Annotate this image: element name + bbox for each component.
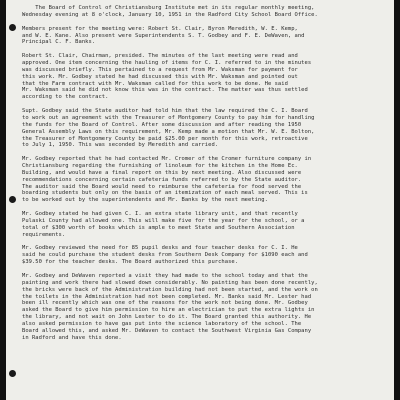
text-line: was discussed briefly. This pertained to a request from Mr. Waksman for payment for (22, 66, 298, 73)
paragraph (22, 273, 386, 341)
text-line: Building, and would have a final report on this by next meeting. Also discussed were (22, 169, 302, 176)
text-line: The Board of Control of Christiansburg Institute met in its regular monthly meeting, (22, 5, 315, 11)
text-line: painting and work there had slowed down considerably. No painting has been done recently, (22, 279, 318, 286)
text-line: asked the Board to give him permission to hire an electrician to put the extra lights in (22, 307, 315, 314)
paragraph (22, 5, 386, 19)
text-line: $39.50 for the teacher desks. The Board authorized this purchase. (22, 259, 239, 266)
paragraph (22, 245, 386, 266)
text-line: Christiansburg regarding the furnishing of linoleum for the kitchen in the Home Ec. (22, 163, 298, 170)
text-line: Members present for the meeting were: Robert St. Clair, Byron Meredith, W. E. Kemp, (22, 25, 298, 32)
binder-hole (9, 24, 16, 31)
text-line: recommendations concerning certain cafeteria funds referred to by the State auditor. (22, 176, 302, 183)
paragraph (22, 156, 386, 204)
text-line: the funds for the Board of Control. After some discussion and after reading the 1950 (22, 121, 302, 128)
text-line: Mr. Waksman said he did not know this was in the contract. The matter was thus settled (22, 87, 308, 94)
text-line: boarding students but only on the basis of an itemization of each meal served. This is (22, 190, 308, 197)
text-line: in Radford and have this done. (22, 334, 122, 341)
text-line: Mr. Godbey stated he had given C. I. an extra state library unit, and that recently (22, 211, 298, 218)
text-line: this work. Mr. Godbey stated he had discussed this with Mr. Waksman and pointed out (22, 73, 298, 80)
paragraph (22, 211, 386, 238)
text-line: also asked permission to have gas put into the science laboratory of the school. The (22, 320, 302, 327)
paragraph (22, 108, 386, 149)
text-line: the Treasurer of Montgomery County be paid $25.00 per month for this work, retroactive (22, 135, 308, 142)
text-line: Wednesday evening at 8 o'clock, January 10, 1951 in the Radford City School Board Office. (22, 11, 318, 18)
text-line: the bricks were back of the Administration building had not been started, and the work on (22, 286, 318, 293)
text-line: said he could purchase the student desks from Southern Desk Company for $1090 each and (22, 252, 308, 259)
text-line: Mr. Godbey reviewed the need for 85 pupil desks and four teacher desks for C. I. He (22, 245, 298, 252)
text-line: Mr. Godbey and DeWaven reported a visit they had made to the school today and that the (22, 273, 308, 279)
paragraph (22, 53, 386, 101)
text-line: Supt. Godbey said the State auditor had told him that the law required the C. I. Board (22, 108, 308, 115)
text-line: and W. E. Kane. Also present were Superintendents S. T. Godbey and F. E. DeWaven, and (22, 32, 305, 39)
paragraph (22, 26, 386, 47)
text-line: total of $300 worth of books which is ample to meet State and Southern Association (22, 224, 295, 231)
text-line: General Assembly Laws on this requirement, Mr. Kemp made a motion that Mr. W. E. Bolton, (22, 128, 315, 135)
text-line: Mr. Godbey reported that he had contacted Mr. Cromer of the Cromer furniture company in (22, 156, 312, 163)
text-line: requirements. (22, 231, 66, 238)
text-line: Board allowed this, and asked Mr. DeWaven to contact the Southwest Virginia Gas Company (22, 327, 312, 334)
text-line: been ill recently which was one of the reasons for the work not being done. Mr. Godbey (22, 300, 308, 307)
text-line: according to the contract. (22, 94, 109, 101)
document-page (6, 0, 394, 400)
text-line: the library, and not wait on John Lester to do it. The Board granted this authority. He (22, 314, 312, 321)
text-line: that the Farm contract with Mr. Waksman called for this work to be done. He said (22, 80, 288, 87)
binder-hole (9, 196, 16, 203)
document-body (22, 5, 386, 341)
text-line: the toilets in the Administration had not been completed. Mr. Banks said Mr. Lester had (22, 293, 312, 300)
text-line: to be worked out by the superintendents and Mr. Banks by the next meeting. (22, 197, 268, 204)
text-line: to July 1, 1950. This was seconded by Meredith and carried. (22, 142, 219, 149)
text-line: Principal C. F. Banks. (22, 39, 96, 46)
text-line: Pulaski County had allowed one. This will make five for the year for the school, or a (22, 217, 305, 224)
text-line: Robert St. Clair, Chairman, presided. The minutes of the last meeting were read and (22, 53, 298, 60)
binder-hole (9, 370, 16, 377)
text-line: approved. One item concerning the hauling of items for C. I. referred to in the minutes (22, 60, 312, 67)
text-line: to work out an agreement with the Treasurer of Montgomery County to pay him for handling (22, 114, 315, 121)
text-line: The auditor said the Board would need to reimburse the cafeteria for food served the (22, 183, 302, 190)
